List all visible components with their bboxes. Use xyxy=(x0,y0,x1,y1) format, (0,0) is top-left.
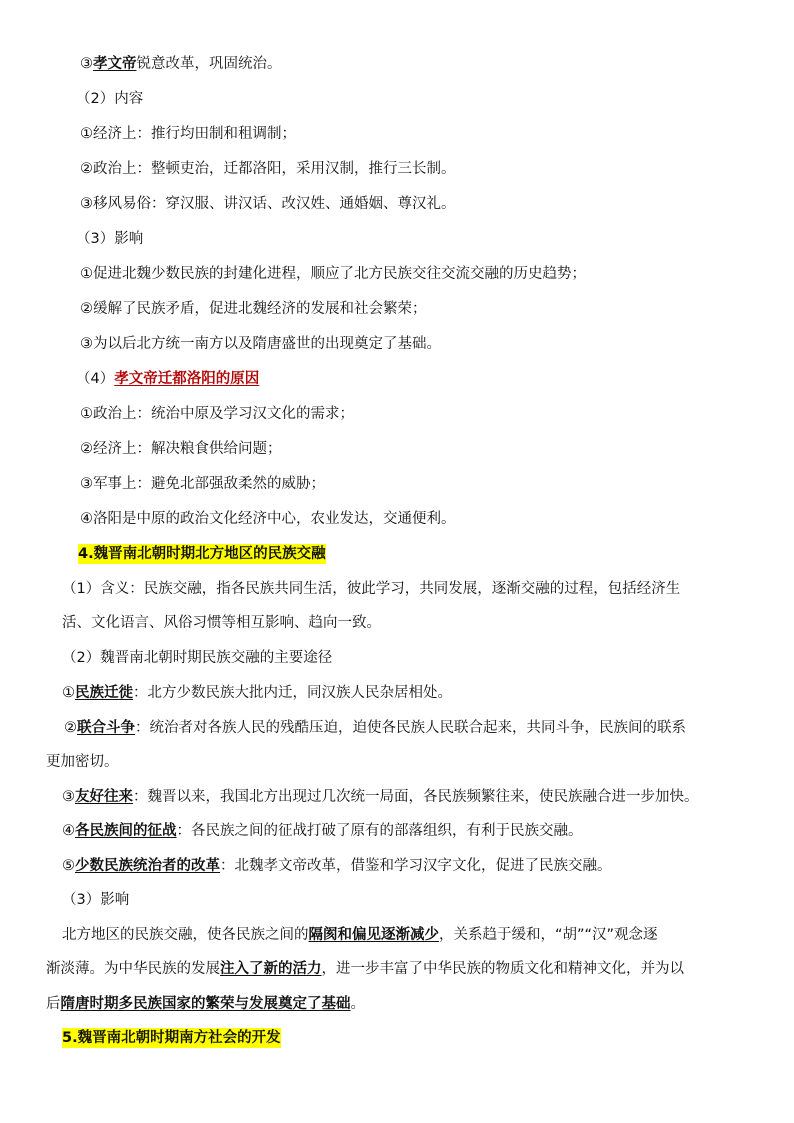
reason-heading-title: 孝文帝迁都洛阳的原因 xyxy=(114,371,260,387)
way-item-continuation: 更加密切。 xyxy=(46,754,119,770)
impact-key: 注入了新的活力 xyxy=(220,961,322,977)
impact-paragraph-line: 渐淡薄。为中华民族的发展注入了新的活力，进一步丰富了中华民族的物质文化和精神文化，并为以 xyxy=(46,961,684,977)
ways-heading: （2）魏晋南北朝时期民族交融的主要途径 xyxy=(62,650,333,666)
content-item: ③移风易俗：穿汉服、讲汉话、改汉姓、通婚姻、尊汉礼。 xyxy=(80,196,456,212)
section-4-title: 4.魏晋南北朝时期北方地区的民族交融 xyxy=(78,546,326,562)
way-key: 友好往来 xyxy=(75,789,133,805)
impact-heading: （3）影响 xyxy=(76,231,144,247)
meaning-line-2: 活、文化语言、风俗习惯等相互影响、趋向一致。 xyxy=(62,615,381,631)
section-5-title: 5.魏晋南北朝时期南方社会的开发 xyxy=(62,1030,281,1046)
impact-key: 隋唐时期多民族国家的繁荣与发展奠定了基础 xyxy=(60,996,351,1012)
content-heading: （2）内容 xyxy=(76,91,144,107)
reason-item: ②经济上：解决粮食供给问题； xyxy=(80,441,282,457)
reform-item-3: ③孝文帝锐意改革，巩固统治。 xyxy=(80,56,282,72)
impact-paragraph-line: 后隋唐时期多民族国家的繁荣与发展奠定了基础。 xyxy=(46,996,365,1012)
meaning-line-1: （1）含义：民族交融，指各民族共同生活，彼此学习，共同发展，逐渐交融的过程，包括经济生 xyxy=(62,581,681,597)
way-item: ③友好往来：魏晋以来，我国北方出现过几次统一局面，各民族频繁往来，使民族融合进一步加快。 xyxy=(62,789,699,805)
impact-item: ②缓解了民族矛盾，促进北魏经济的发展和社会繁荣； xyxy=(80,301,427,317)
impact-key: 隔阂和偏见逐渐减少 xyxy=(308,927,439,943)
way-key: 民族迁徙 xyxy=(75,685,133,701)
impact-item: ③为以后北方统一南方以及隋唐盛世的出现奠定了基础。 xyxy=(80,336,441,352)
emperor-name: 孝文帝 xyxy=(93,56,137,72)
reason-item: ③军事上：避免北部强敌柔然的威胁； xyxy=(80,476,325,492)
content-item: ②政治上：整顿吏治，迁都洛阳，采用汉制，推行三长制。 xyxy=(80,161,456,177)
way-key: 各民族间的征战 xyxy=(75,823,177,839)
way-item: ②联合斗争：统治者对各族人民的残酷压迫，迫使各民族人民联合起来，共同斗争，民族间的联系 xyxy=(64,720,686,736)
way-item: ④各民族间的征战：各民族之间的征战打破了原有的部落组织，有利于民族交融。 xyxy=(62,823,583,839)
reason-heading: （4）孝文帝迁都洛阳的原因 xyxy=(76,371,260,387)
content-item: ①经济上：推行均田制和租调制； xyxy=(80,126,296,142)
impact-paragraph-line: 北方地区的民族交融，使各民族之间的隔阂和偏见逐渐减少，关系趋于缓和，“胡”“汉”观念逐 xyxy=(62,927,658,943)
way-key: 联合斗争 xyxy=(77,720,135,736)
way-key: 少数民族统治者的改革 xyxy=(75,858,220,874)
way-item: ⑤少数民族统治者的改革：北魏孝文帝改革，借鉴和学习汉字文化，促进了民族交融。 xyxy=(62,858,612,874)
way-item: ①民族迁徙：北方少数民族大批内迁，同汉族人民杂居相处。 xyxy=(62,685,452,701)
impact-item: ①促进北魏少数民族的封建化进程，顺应了北方民族交往交流交融的历史趋势； xyxy=(80,266,586,282)
section-4-impact-heading: （3）影响 xyxy=(62,892,130,908)
reason-item: ①政治上：统治中原及学习汉文化的需求； xyxy=(80,406,354,422)
reason-item: ④洛阳是中原的政治文化经济中心，农业发达，交通便利。 xyxy=(80,511,456,527)
